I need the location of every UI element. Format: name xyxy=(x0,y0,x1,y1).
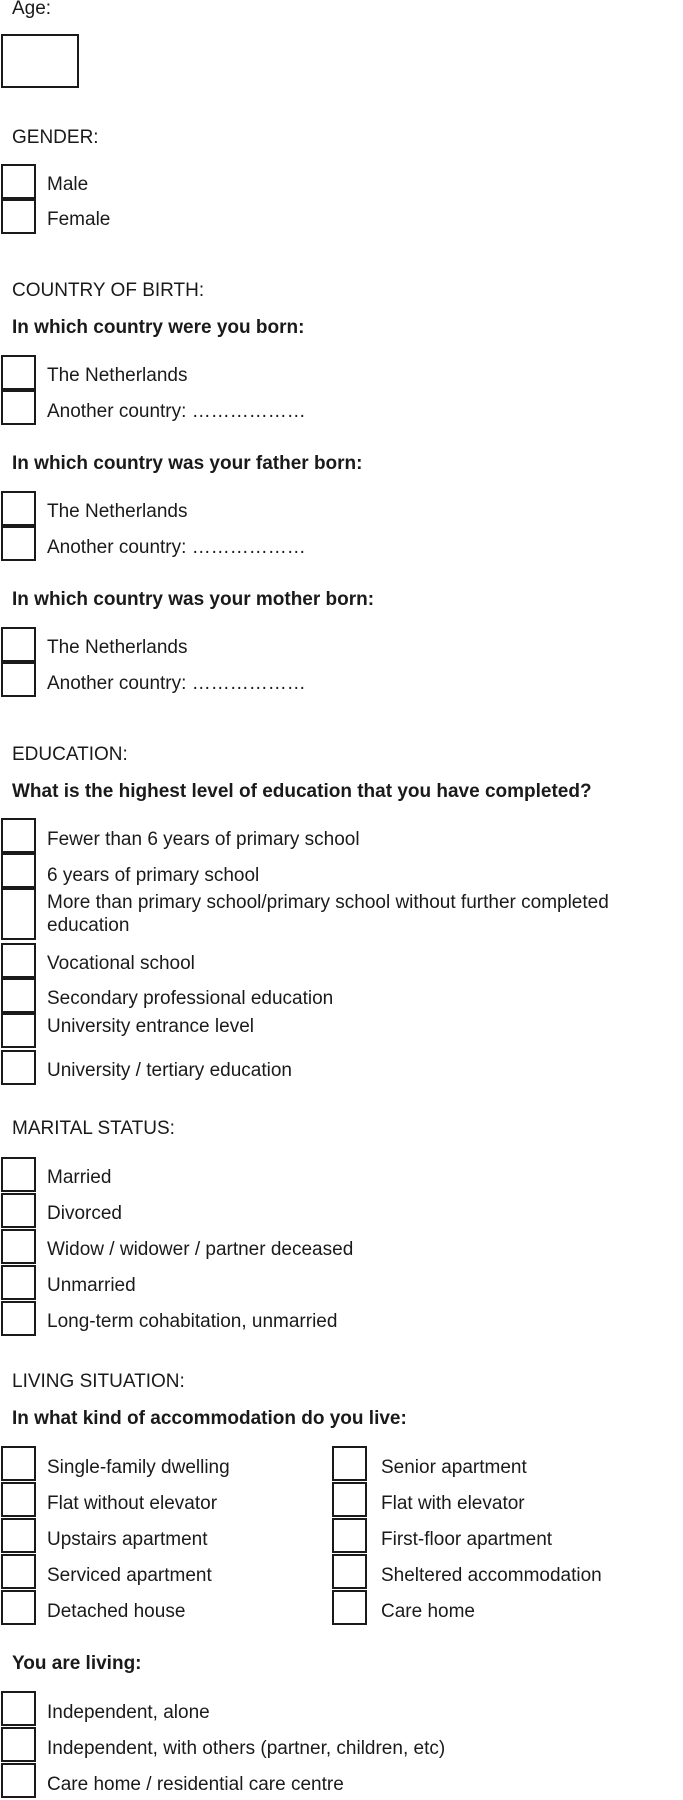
age-label: Age: xyxy=(12,0,52,19)
accommodation-left-1-label: Single-family dwelling xyxy=(47,1457,230,1478)
education-option-1-label: Fewer than 6 years of primary school xyxy=(47,829,360,850)
age-input-box[interactable] xyxy=(1,34,79,88)
living-others-label: Independent, with others (partner, children, etc) xyxy=(47,1738,446,1759)
country-mother-question: In which country was your mother born: xyxy=(12,589,375,610)
accommodation-left-2-label: Flat without elevator xyxy=(47,1493,218,1514)
living-alone-label: Independent, alone xyxy=(47,1702,210,1723)
marital-cohabitation-label: Long-term cohabitation, unmarried xyxy=(47,1311,338,1332)
accommodation-left-5-checkbox[interactable] xyxy=(1,1590,36,1625)
accommodation-right-3-label: First-floor apartment xyxy=(381,1529,553,1550)
father-other-checkbox[interactable] xyxy=(1,526,36,561)
accommodation-right-4-checkbox[interactable] xyxy=(332,1554,367,1589)
gender-female-checkbox[interactable] xyxy=(1,199,36,234)
marital-married-checkbox[interactable] xyxy=(1,1157,36,1192)
self-netherlands-label: The Netherlands xyxy=(47,365,188,386)
self-netherlands-checkbox[interactable] xyxy=(1,355,36,390)
education-option-2-label: 6 years of primary school xyxy=(47,865,260,886)
accommodation-left-2-checkbox[interactable] xyxy=(1,1482,36,1517)
education-option-4-checkbox[interactable] xyxy=(1,943,36,978)
living-carehome-checkbox[interactable] xyxy=(1,1763,36,1798)
country-self-question: In which country were you born: xyxy=(12,317,305,338)
marital-unmarried-checkbox[interactable] xyxy=(1,1265,36,1300)
country-heading: COUNTRY OF BIRTH: xyxy=(12,280,205,301)
father-other-label: Another country: ……………… xyxy=(47,537,306,558)
father-netherlands-checkbox[interactable] xyxy=(1,491,36,526)
mother-other-checkbox[interactable] xyxy=(1,662,36,697)
living-carehome-label: Care home / residential care centre xyxy=(47,1774,344,1795)
gender-male-label: Male xyxy=(47,174,89,195)
accommodation-right-5-label: Care home xyxy=(381,1601,475,1622)
education-option-7-checkbox[interactable] xyxy=(1,1050,36,1085)
education-option-3-checkbox[interactable] xyxy=(1,888,36,940)
mother-netherlands-label: The Netherlands xyxy=(47,637,188,658)
gender-male-checkbox[interactable] xyxy=(1,164,36,199)
accommodation-right-1-label: Senior apartment xyxy=(381,1457,527,1478)
accommodation-question: In what kind of accommodation do you live: xyxy=(12,1408,407,1429)
living-heading: LIVING SITUATION: xyxy=(12,1371,185,1392)
accommodation-left-1-checkbox[interactable] xyxy=(1,1446,36,1481)
living-alone-checkbox[interactable] xyxy=(1,1691,36,1726)
accommodation-left-4-label: Serviced apartment xyxy=(47,1565,212,1586)
marital-heading: MARITAL STATUS: xyxy=(12,1118,175,1139)
education-option-1-checkbox[interactable] xyxy=(1,818,36,853)
education-option-6-checkbox[interactable] xyxy=(1,1013,36,1048)
education-option-5-checkbox[interactable] xyxy=(1,978,36,1013)
accommodation-right-4-label: Sheltered accommodation xyxy=(381,1565,602,1586)
education-option-3-label: More than primary school/primary school without further completed education xyxy=(47,892,609,936)
accommodation-left-5-label: Detached house xyxy=(47,1601,186,1622)
accommodation-left-3-checkbox[interactable] xyxy=(1,1518,36,1553)
marital-cohabitation-checkbox[interactable] xyxy=(1,1301,36,1336)
education-option-7-label: University / tertiary education xyxy=(47,1060,292,1081)
self-other-checkbox[interactable] xyxy=(1,390,36,425)
accommodation-left-3-label: Upstairs apartment xyxy=(47,1529,208,1550)
father-netherlands-label: The Netherlands xyxy=(47,501,188,522)
gender-female-label: Female xyxy=(47,209,111,230)
mother-other-label: Another country: ……………… xyxy=(47,673,306,694)
education-option-5-label: Secondary professional education xyxy=(47,988,334,1009)
country-father-question: In which country was your father born: xyxy=(12,453,363,474)
education-option-2-checkbox[interactable] xyxy=(1,853,36,888)
marital-widow-label: Widow / widower / partner deceased xyxy=(47,1239,354,1260)
mother-netherlands-checkbox[interactable] xyxy=(1,627,36,662)
gender-heading: GENDER: xyxy=(12,127,99,148)
accommodation-right-5-checkbox[interactable] xyxy=(332,1590,367,1625)
education-option-4-label: Vocational school xyxy=(47,953,195,974)
living-others-checkbox[interactable] xyxy=(1,1727,36,1762)
self-other-label: Another country: ……………… xyxy=(47,401,306,422)
marital-married-label: Married xyxy=(47,1167,112,1188)
education-option-6-label: University entrance level xyxy=(47,1016,254,1037)
accommodation-right-3-checkbox[interactable] xyxy=(332,1518,367,1553)
marital-divorced-label: Divorced xyxy=(47,1203,122,1224)
marital-unmarried-label: Unmarried xyxy=(47,1275,136,1296)
accommodation-right-1-checkbox[interactable] xyxy=(332,1446,367,1481)
accommodation-left-4-checkbox[interactable] xyxy=(1,1554,36,1589)
marital-divorced-checkbox[interactable] xyxy=(1,1193,36,1228)
accommodation-right-2-label: Flat with elevator xyxy=(381,1493,525,1514)
education-question: What is the highest level of education that you have completed? xyxy=(12,781,592,802)
living-question: You are living: xyxy=(12,1653,142,1674)
accommodation-right-2-checkbox[interactable] xyxy=(332,1482,367,1517)
education-heading: EDUCATION: xyxy=(12,744,128,765)
marital-widow-checkbox[interactable] xyxy=(1,1229,36,1264)
